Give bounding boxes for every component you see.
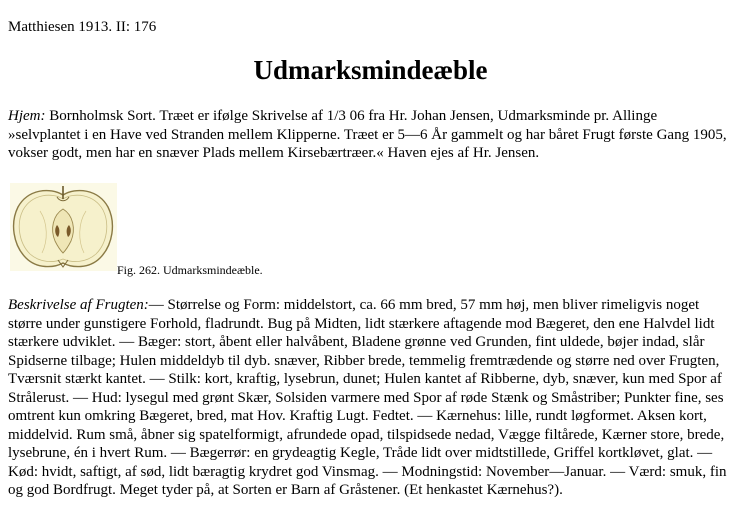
intro-text: Bornholmsk Sort. Træet er ifølge Skrivelse af 1/3 06 fra Hr. Johan Jensen, Udmarksminde pr. Allinge »selvplantet i en Have ved Stranden mellem Klipperne. Træet er 5—6 År gammelt og har båret Frugt første Gang 1905, vokser godt, men har en snæver Plads mellem Kirsebærtræer.« Haven ejes af Hr. Jensen.: [8, 108, 727, 161]
apple-cross-section-icon: [10, 183, 117, 271]
description-paragraph: [8, 296, 733, 500]
description-label: Beskrivelse af Frugten:: [8, 297, 149, 313]
intro-paragraph: [8, 107, 733, 163]
intro-label: Hjem:: [8, 108, 46, 124]
figure-caption: Fig. 262. Udmarksmindeæble.: [117, 263, 263, 277]
page-title: Udmarksmindeæble: [253, 55, 488, 85]
description-text: — Størrelse og Form: middelstort, ca. 66 mm bred, 57 mm høj, men bliver rimeligvis noget større under gunstigere Forhold, fladrundt. Bug på Midten, lidt stærkere aftagende mod Bægeret, den ene Halvdel lidt stærkere udviklet. — Bæger: stort, åbent eller halvåbent, Bladene grønne ved Grunden, fint uldede, bøjer indad, slår Spidserne tilbage; Hulen middeldyb til dyb. snæver, Ribber brede, temmelig fremtrædende og større ned over Frugten, Tværsnit stærkt kantet. — Stilk: kort, kraftig, lysebrun, dunet; Hulen kantet af Ribberne, dyb, snæver, kun med Spor af Strålerust. — Hud: lysegul med grønt Skær, Solsiden varmere med Spor af røde Stænk og Småstriber; Punkter fine, ses omtrent kun omkring Bægeret, bred, mat Hov. Kraftig Lugt. Fedtet. — Kærnehus: lille, rundt løgformet. Aksen kort, middelvid. Rum små, åbner sig spatelformigt, afrundede opad, tilspidsede nedad, Vægge filtårede, Kærner store, brede, lysebrune, én i hvert Rum. — Bægerrør: en grydeagtig Kegle, Tråde lidt over midtstillede, Griffel kortkløvet, glat. — Kød: hvidt, saftigt, af sød, lidt bæragtig krydret god Vinsmag. — Modningstid: November—Januar. — Værd: smuk, fin og god Bordfrugt. Meget tyder på, at Sorten er Barn af Gråstener. (Et henkastet Kærnehus?).: [8, 297, 727, 498]
apple-cross-section-figure: [10, 183, 117, 271]
source-reference: Matthiesen 1913. II: 176: [8, 19, 157, 35]
